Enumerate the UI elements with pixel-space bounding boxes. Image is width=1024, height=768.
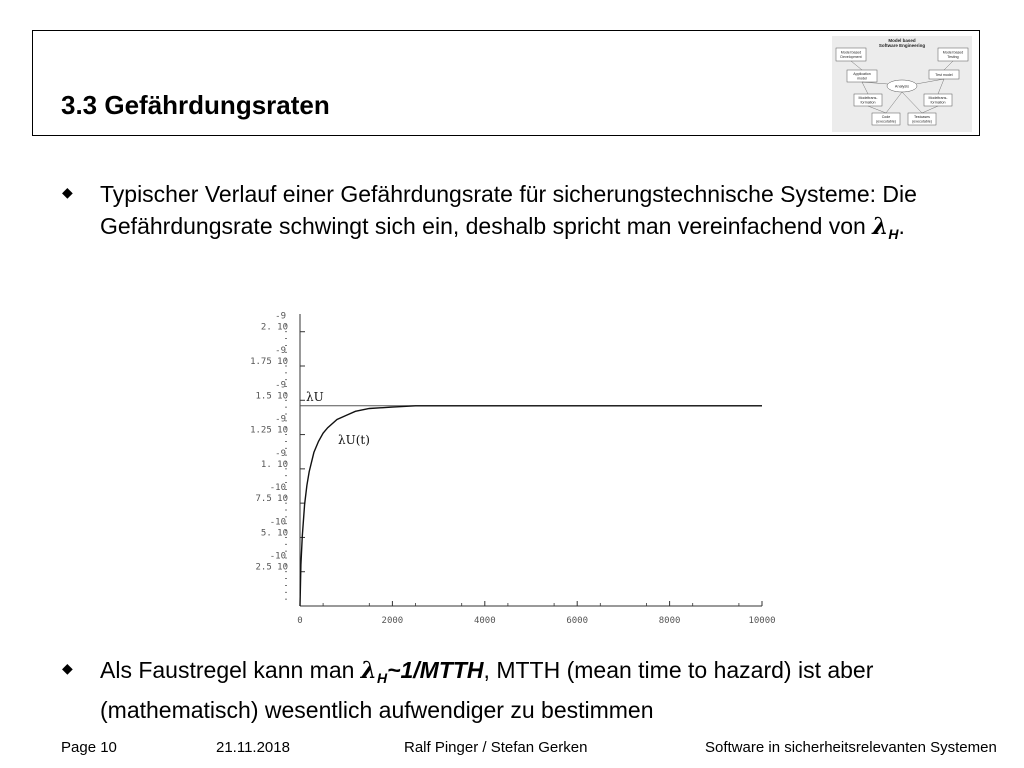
svg-text:Code: Code bbox=[881, 115, 891, 119]
svg-text:Analysis: Analysis bbox=[894, 84, 910, 89]
asymptote-label: λU bbox=[306, 389, 324, 404]
svg-text:Modeltrans-: Modeltrans- bbox=[858, 96, 878, 100]
lambda-symbol: λ bbox=[872, 213, 889, 240]
bullet-diamond-icon: ◆ bbox=[62, 184, 73, 200]
x-tick-label: 2000 bbox=[381, 616, 404, 626]
svg-text:Testing: Testing bbox=[947, 55, 959, 59]
y-tick-exponent: -9 bbox=[275, 414, 286, 425]
x-tick-label: 8000 bbox=[658, 616, 681, 626]
svg-text:Test model: Test model bbox=[935, 73, 953, 77]
svg-text:Development: Development bbox=[840, 55, 862, 59]
y-tick-mantissa: 7.5 10 bbox=[255, 494, 288, 505]
lambda-symbol: λ bbox=[360, 657, 377, 684]
footer-page-number: Page 10 bbox=[61, 739, 117, 756]
svg-text:formation: formation bbox=[930, 100, 946, 105]
x-tick-label: 0 bbox=[297, 616, 303, 626]
hazard-rate-chart bbox=[200, 298, 780, 634]
y-tick-mantissa: 5. 10 bbox=[260, 528, 288, 539]
y-tick-exponent: -9 bbox=[275, 380, 286, 391]
bullet-2-text: Als Faustregel kann man $\lambda_H\sim 1$/MTTH, MTTH (mean time to hazard) ist aber (mathematisch) wesentlich aufwendiger zu bestimmen bbox=[100, 657, 874, 723]
x-tick-label: 4000 bbox=[473, 616, 496, 626]
y-tick-mantissa: 1. 10 bbox=[260, 459, 288, 470]
svg-text:Application: Application bbox=[853, 72, 871, 76]
curve-label: λU(t) bbox=[338, 433, 370, 447]
y-tick-exponent: -9 bbox=[275, 448, 286, 459]
svg-text:Testcases: Testcases bbox=[914, 115, 930, 119]
x-tick-label: 10000 bbox=[748, 616, 776, 626]
y-tick-exponent: -9 bbox=[275, 346, 286, 356]
x-tick-label: 6000 bbox=[566, 616, 589, 626]
footer-date: 21.11.2018 bbox=[216, 739, 290, 756]
y-tick-mantissa: 1.5 10 bbox=[255, 391, 288, 402]
y-tick-exponent: -9 bbox=[275, 311, 286, 322]
svg-text:formation: formation bbox=[860, 100, 876, 105]
y-tick-mantissa: 2. 10 bbox=[260, 322, 288, 333]
svg-text:(executable): (executable) bbox=[912, 119, 932, 124]
bullet-diamond-icon: ◆ bbox=[62, 660, 73, 676]
mtth-formula: ~1/MTTH bbox=[387, 657, 484, 683]
y-tick-mantissa: 1.25 10 bbox=[250, 425, 288, 436]
y-tick-mantissa: 1.75 10 bbox=[250, 357, 288, 367]
footer-course: Software in sicherheitsrelevanten Systemen bbox=[705, 739, 997, 756]
logo-heading-1: Model based bbox=[888, 38, 916, 43]
page-title: 3.3 Gefährdungsraten bbox=[61, 90, 330, 120]
y-tick-mantissa: 2.5 10 bbox=[255, 562, 288, 573]
svg-text:Model based: Model based bbox=[840, 50, 862, 55]
svg-text:Modeltrans-: Modeltrans- bbox=[928, 96, 948, 100]
svg-text:(executable): (executable) bbox=[876, 119, 896, 124]
y-tick-exponent: -10 bbox=[269, 517, 286, 528]
logo-heading-2: Software Engineering bbox=[878, 43, 926, 48]
mbse-process-diagram bbox=[832, 36, 972, 132]
y-tick-exponent: -10 bbox=[269, 551, 286, 562]
y-tick-exponent: -10 bbox=[269, 483, 286, 494]
bullet-1-text: Typischer Verlauf einer Gefährdungsrate für sicherungstechnische Systeme: Die Gefährdungsrate schwingt sich ein, deshalb spricht man vereinfachend von $\lambda_H$. bbox=[100, 181, 917, 242]
svg-text:Model based: Model based bbox=[942, 50, 964, 55]
footer-authors: Ralf Pinger / Stefan Gerken bbox=[404, 739, 588, 756]
svg-text:model: model bbox=[857, 76, 867, 81]
